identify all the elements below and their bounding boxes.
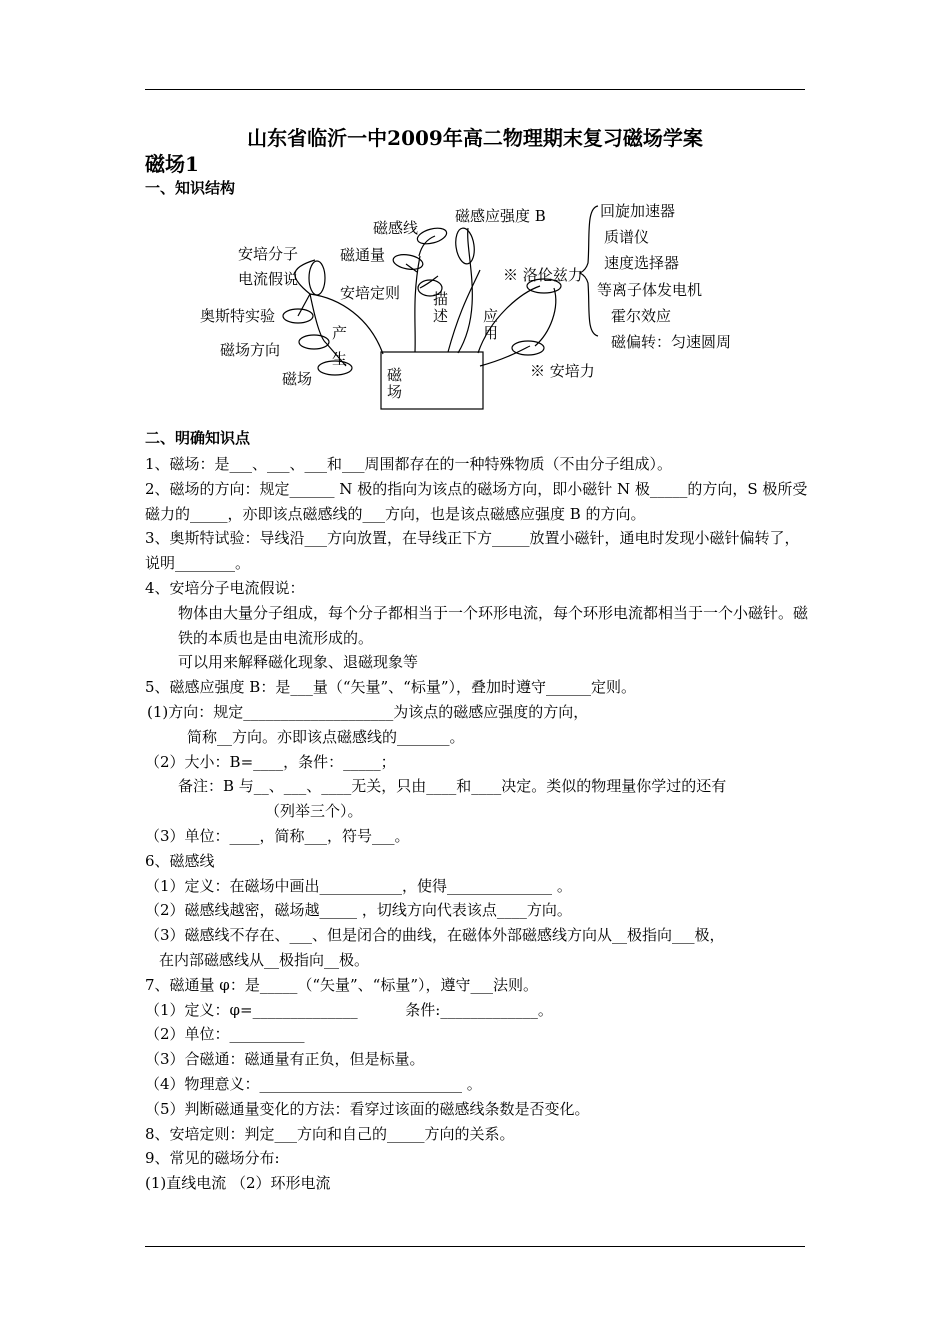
section-heading-points: 二、明确知识点 [145,429,251,447]
label-apply: 应用 [483,307,499,342]
point-5-3: （3）单位：____，简称___，符号___。 [145,826,410,845]
label-ampere-hypothesis-2: 电流假说 [238,270,299,288]
point-7-5: （5）判断磁通量变化的方法：看穿过该面的磁感线条数是否变化。 [145,1099,590,1118]
node-ellipse-ampere-hypothesis [309,261,325,295]
point-4-note: 可以用来解释磁化现象、退磁现象等 [178,653,419,672]
point-6-3: （3）磁感线不存在、___、但是闭合的曲线，在磁体外部磁感线方向从__极指向___极， [145,926,725,945]
node-ellipse-fieldlines [416,225,449,246]
bottom-rule [145,1246,805,1247]
point-6-1: （1）定义：在磁场中画出___________，使得______________ 。 [145,876,572,895]
label-describe: 描述 [433,290,449,325]
point-7: 7、磁通量 φ：是_____（“矢量”、“标量”），遵守___法则。 [145,975,538,994]
branch-ampere-force [480,346,530,366]
app-cyclotron: 回旋加速器 [600,202,676,220]
page-title: 山东省临沂一中2009年高二物理期末复习磁场学案 [247,126,703,150]
branch-lorentz-lower [535,288,556,346]
label-produce: 产生 [332,324,348,368]
link-fieldlines [419,236,435,256]
point-3: 3、奥斯特试验：导线沿___方向放置，在导线正下方_____放置小磁针，通电时发现小磁针偏转了，说明________。 [145,529,800,573]
point-5-1-b: 简称__方向。亦即该点磁感线的_______。 [187,727,465,746]
point-7-4: （4）物理意义：___________________________ 。 [145,1074,482,1093]
app-mhd-generator: 等离子体发电机 [597,281,703,299]
link-flux [406,264,417,272]
app-hall-effect: 霍尔效应 [611,307,672,325]
label-center-box: 磁场 [387,366,403,401]
app-mass-spectrometer: 质谱仪 [604,228,650,246]
label-oersted: 奥斯特实验 [200,307,276,325]
node-ellipse-ampere-force [512,341,544,355]
label-ampere-hypothesis-1: 安培分子 [238,245,299,263]
point-2: 2、磁场的方向：规定______ N 极的指向为该点的磁场方向，即小磁针 N 极_____的方向，S 极所受磁力的_____，亦即该点磁感线的___方向，也是该点磁感应强度 B 的方向。 [145,479,808,523]
point-5-2: （2）大小：B=____，条件：_____； [145,752,396,771]
label-ampere-rule: 安培定则 [340,284,401,302]
page-subtitle: 磁场1 [145,152,199,176]
point-5-2-note: 备注：B 与__、___、____无关，只由____和____决定。类似的物理量你学过的还有 [178,777,727,796]
point-6-2: （2）磁感线越密，磁场越_____ ，切线方向代表该点____方向。 [145,901,572,920]
knowledge-points [145,452,810,1196]
knowledge-structure-diagram [190,198,770,413]
label-field-direction: 磁场方向 [220,341,281,359]
app-velocity-selector: 速度选择器 [604,254,680,272]
app-magnetic-deflection: 磁偏转：匀速圆周 [611,333,732,351]
point-5-1: (1)方向：规定____________________为该点的磁感应强度的方向， [147,702,589,721]
diagram-lines [190,198,770,413]
point-5: 5、磁感应强度 B：是___量（“矢量”、“标量”），叠加时遵守______定则。 [145,678,637,697]
point-7-3: （3）合磁通：磁通量有正负，但是标量。 [145,1050,425,1069]
point-9: 9、常见的磁场分布: [145,1149,280,1168]
node-ellipse-b [454,227,477,265]
point-9-1: (1)直线电流 （2）环形电流 [145,1174,331,1193]
link-oersted [298,294,310,316]
point-5-2-note-b: （列举三个）。 [265,802,363,821]
label-induction-b: 磁感应强度 B [455,207,546,225]
point-6-3-b: 在内部磁感线从__极指向__极。 [159,950,370,969]
point-7-1: （1）定义：φ=______________ 条件:_____________。 [145,1000,553,1019]
point-7-2: （2）单位：__________ [145,1025,305,1044]
top-rule [145,89,805,90]
point-6: 6、磁感线 [145,851,215,870]
point-4: 4、安培分子电流假说： [145,578,305,597]
label-ampere-force: ※ 安培力 [530,362,595,380]
label-flux: 磁通量 [340,246,386,264]
label-field-small: 磁场 [282,370,313,388]
point-4-text: 物体由大量分子组成，每个分子都相当于一个环形电流，每个环形电流都相当于一个小磁针。磁铁的本质也是由电流形成的。 [178,603,809,647]
point-1: 1、磁场：是___、___、___和___周围都存在的一种特殊物质（不由分子组成）。 [145,455,673,473]
point-8: 8、安培定则：判定___方向和自己的_____方向的关系。 [145,1124,515,1143]
label-lorentz: ※ 洛伦兹力 [503,266,583,284]
section-heading-structure: 一、知识结构 [145,179,236,197]
label-field-lines: 磁感线 [373,219,419,237]
